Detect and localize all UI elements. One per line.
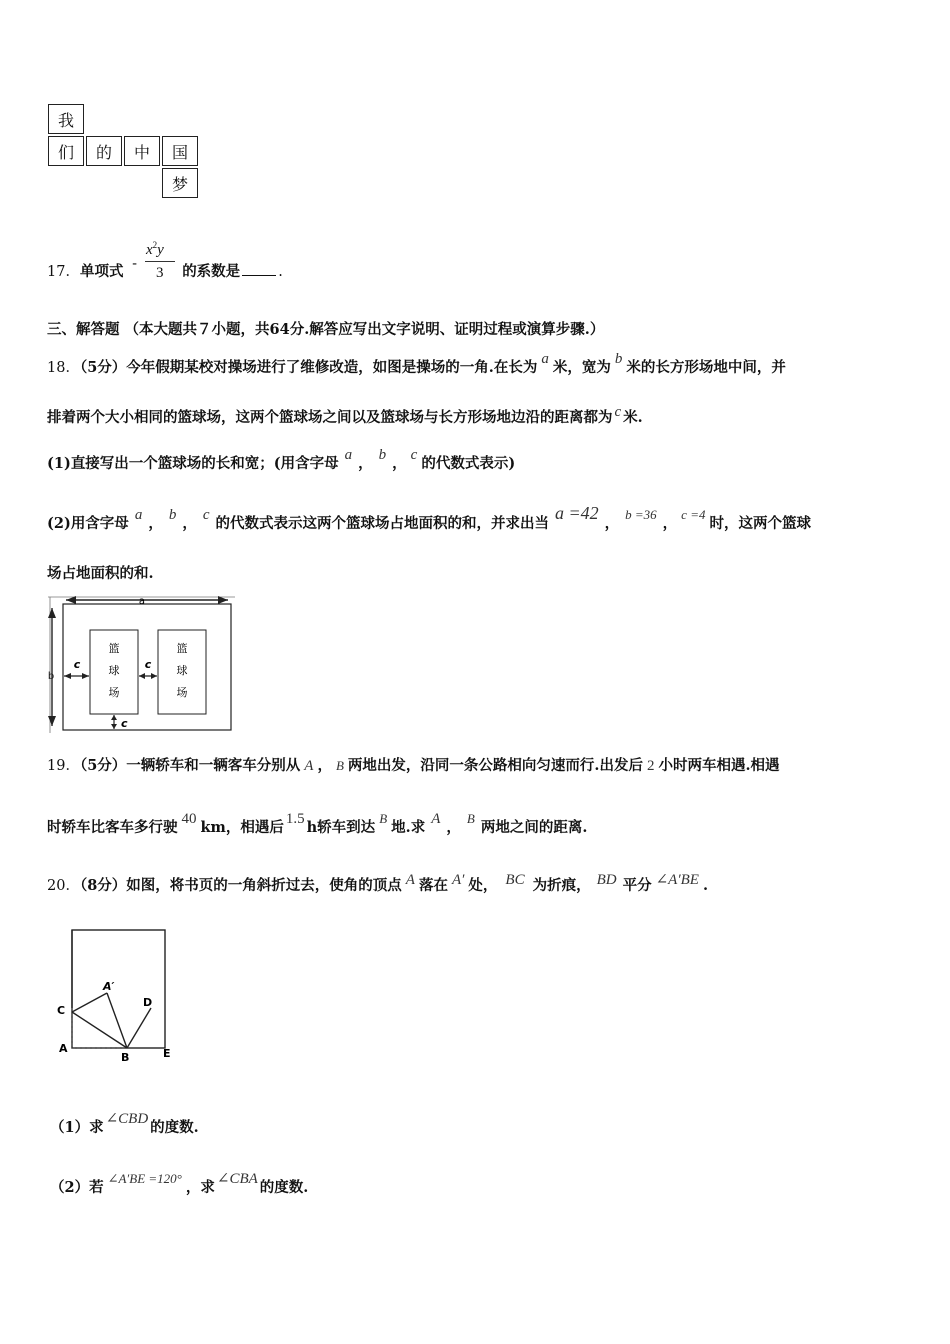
label-c: C xyxy=(57,1004,66,1017)
q17-minus: - xyxy=(132,256,137,272)
q19-line2: 时轿车比客车多行驶 40 km，相遇后 1.5 h轿车到达B地.求 A ，B两地之间的距离. xyxy=(47,811,588,836)
a-label: a xyxy=(138,596,146,607)
segment-ab xyxy=(107,993,127,1048)
label-d: D xyxy=(143,996,153,1009)
label-e: E xyxy=(163,1047,171,1060)
c-label: c xyxy=(144,658,152,671)
net-cell: 们 xyxy=(48,136,84,166)
segment-bd xyxy=(127,1008,151,1048)
q18-line2: 排着两个大小相同的篮球场，这两个篮球场之间以及篮球场与长方形场地边沿的距离都为 c 米. xyxy=(47,404,643,426)
q19-line1: 19．（5分）一辆轿车和一辆客车分别从 A ， B 两地出发，沿同一条公路相向匀速而行.出发后 2 小时两车相遇.相遇 xyxy=(47,757,780,774)
q20-sub1: （1）求 ∠CBD 的度数. xyxy=(50,1111,199,1136)
label-a: A xyxy=(59,1042,68,1055)
answer-blank xyxy=(242,275,276,276)
court-char: 球 xyxy=(176,664,188,677)
q18-line1: 18．（5分）今年假期某校对操场进行了维修改造，如图是操场的一角.在长为 a 米，宽为 b 米的长方形场地中间，并 xyxy=(47,351,786,376)
q20-line1: 20．（8分）如图，将书页的一角斜折过去，使角的顶点 A 落在 A′ 处， BC 为折痕， BD 平分 ∠A′BE . xyxy=(47,872,708,894)
fraction-bar xyxy=(145,261,175,262)
court-char: 篮 xyxy=(108,642,120,655)
label-b: B xyxy=(121,1051,130,1064)
q20-sub2: （2）若∠A′BE =120°，求 ∠CBA 的度数. xyxy=(50,1171,309,1196)
crease-bc xyxy=(72,1012,127,1048)
question-17 xyxy=(47,256,283,282)
c-label: c xyxy=(121,717,128,730)
figure-18 xyxy=(40,590,240,740)
net-cell: 中 xyxy=(124,136,160,166)
b-arrowhead-bottom xyxy=(48,716,56,726)
q17-numerator: $x^2y$ xyxy=(146,240,164,258)
section-3-title: 三、解答题 （本大题共７小题，共64分.解答应写出文字说明、证明过程或演算步骤.） xyxy=(47,321,605,338)
b-arrowhead-top xyxy=(48,608,56,618)
net-cell: 我 xyxy=(48,104,84,134)
court-char: 场 xyxy=(176,686,188,699)
label-a-prime: A′ xyxy=(103,980,115,993)
q17-denominator: 3 xyxy=(156,265,164,281)
q18-sub2-line2: 场占地面积的和. xyxy=(47,565,154,582)
q17-end: . xyxy=(278,264,283,280)
court-char: 球 xyxy=(108,664,120,677)
figure-20 xyxy=(45,920,195,1070)
q17-number: 17． xyxy=(47,264,80,280)
q18-sub1: (1)直接写出一个篮球场的长和宽；(用含字母 a ， b ， c 的代数式表示) xyxy=(47,447,516,472)
net-cell: 国 xyxy=(162,136,198,166)
q17-prefix: 单项式 xyxy=(79,263,124,280)
net-cell: 的 xyxy=(86,136,122,166)
q18-sub2: (2)用含字母 a ， b ， c 的代数式表示这两个篮球场占地面积的和，并求出当a =42，b =36，c =4时，这两个篮球 xyxy=(47,503,811,532)
court-char: 篮 xyxy=(176,642,188,655)
page-rect xyxy=(72,930,165,1048)
segment-ca xyxy=(72,993,107,1012)
b-label: b xyxy=(47,671,55,682)
c-label: c xyxy=(73,658,81,671)
q17-suffix: 的系数是 xyxy=(182,263,241,280)
court-char: 场 xyxy=(108,686,120,699)
net-cell: 梦 xyxy=(162,168,198,198)
